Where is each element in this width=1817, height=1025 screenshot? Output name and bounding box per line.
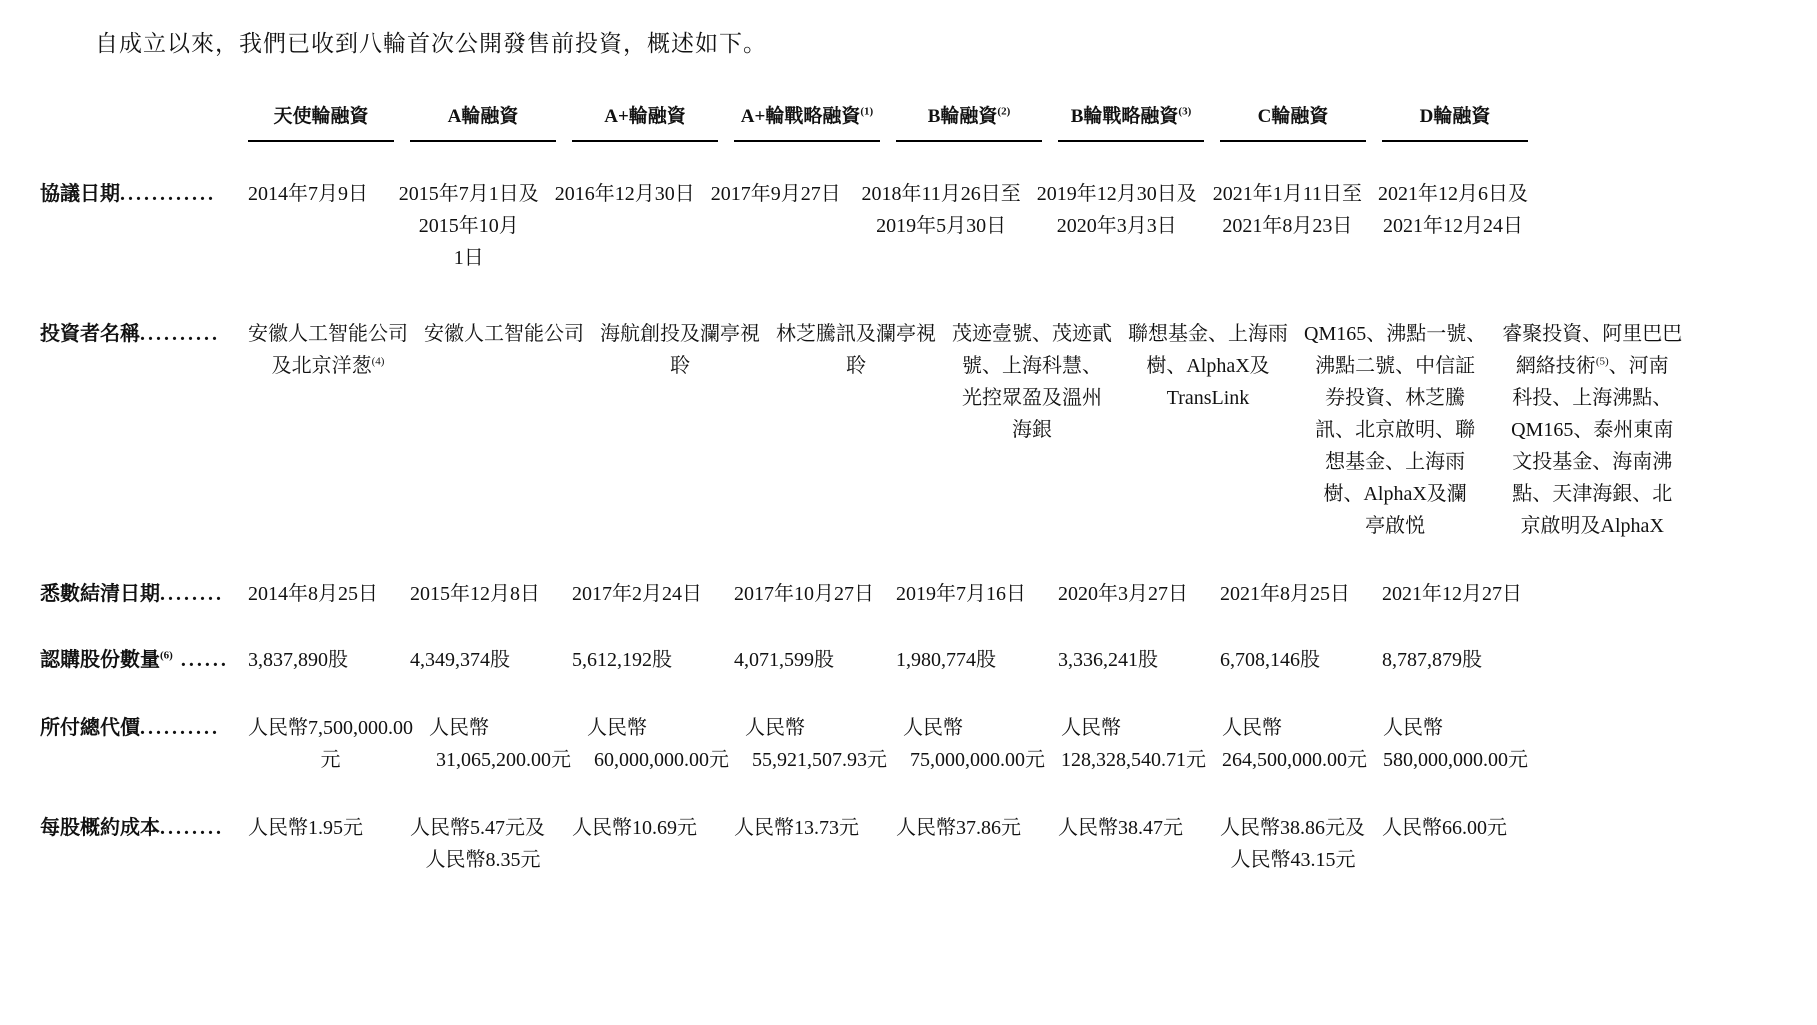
cell-line: 264,500,000.00元 (1222, 749, 1367, 771)
cell-line: 128,328,540.71元 (1061, 749, 1206, 771)
cell-agreement-series-b (861, 178, 1020, 274)
cell-line: 聯想基金、上海雨 (1128, 323, 1288, 345)
cell-agreement-series-b-strategic (1037, 178, 1197, 274)
cell-line: 2017年2月24日 (572, 583, 702, 605)
cell-line: 人民幣 (903, 717, 963, 739)
cell-investors-series-a-plus-strategic (776, 318, 936, 542)
cell-line: 3,336,241股 (1058, 649, 1158, 671)
column-header-series-b: B輪融資$^{(2)}$ (896, 106, 1042, 142)
cell-consideration-series-a-plus-strategic (745, 712, 887, 776)
cell-line: 2021年8月23日 (1222, 215, 1353, 237)
cell-line: 2015年12月8日 (410, 583, 540, 605)
table-row-investors (40, 318, 1683, 542)
cell-shares-series-a-plus (572, 644, 718, 676)
cell-line: 2014年7月9日 (248, 183, 368, 205)
column-header-series-d: D輪融資 (1382, 106, 1528, 142)
cell-line: 2015年10月 (418, 215, 519, 237)
cell-line: 人民幣38.47元 (1058, 817, 1183, 839)
cell-line: 樹、AlphaX及 (1146, 355, 1270, 377)
dot-leader: ...... (172, 649, 229, 671)
cell-line: 2019年7月16日 (896, 583, 1026, 605)
table-row-cost-per-share (40, 812, 1528, 876)
cell-consideration-series-a (429, 712, 571, 776)
cell-line: 人民幣43.15元 (1230, 849, 1356, 871)
cell-shares-series-a (410, 644, 556, 676)
cell-line: 2021年1月11日至 (1212, 183, 1362, 205)
cell-line: 人民幣13.73元 (734, 817, 859, 839)
cell-consideration-series-c (1222, 712, 1367, 776)
cell-line: 人民幣7,500,000.00 (248, 717, 413, 739)
cell-settlement-series-c (1220, 578, 1366, 610)
cell-line: 聆 (846, 355, 866, 377)
cell-line: 人民幣66.00元 (1382, 817, 1507, 839)
cell-line: 聆 (670, 355, 690, 377)
row-label-shares-subscribed (40, 644, 232, 676)
cell-shares-series-a-plus-strategic (734, 644, 880, 676)
cell-cost-series-a-plus (572, 812, 718, 876)
cell-shares-series-c (1220, 644, 1366, 676)
cell-line: 人民幣 (429, 717, 489, 739)
cell-line: 海銀 (1012, 419, 1052, 441)
cell-line: 人民幣 (1383, 717, 1443, 739)
row-label-text: 認購股份數量$^{(6)}$ (40, 649, 173, 671)
cell-investors-angel (248, 318, 408, 542)
cell-line: 60,000,000.00元 (594, 749, 729, 771)
cell-line: 茂迹壹號、茂迹貳 (952, 323, 1112, 345)
cell-line: 想基金、上海雨 (1325, 451, 1466, 473)
cell-line: 人民幣10.69元 (572, 817, 697, 839)
cell-line: 京啟明及AlphaX (1520, 515, 1664, 537)
cell-cost-angel (248, 812, 394, 876)
cell-cost-series-b-strategic (1058, 812, 1204, 876)
cell-line: 科投、上海沸點、 (1512, 387, 1673, 409)
pre-ipo-investment-table (40, 105, 1683, 876)
cell-line: 2017年9月27日 (710, 183, 841, 205)
dot-leader: .......... (140, 323, 220, 345)
row-label-text: 協議日期 (40, 183, 120, 205)
table-header-row (40, 106, 1528, 142)
cell-agreement-series-a (399, 178, 539, 274)
cell-line: QM165、沸點一號、 (1304, 323, 1487, 345)
cell-investors-series-d (1502, 318, 1682, 542)
cell-line: 亭啟悦 (1365, 515, 1426, 537)
footnote-marker: (3) (1178, 105, 1192, 118)
cell-investors-series-a (424, 318, 584, 542)
cell-line: 安徽人工智能公司 (424, 323, 584, 345)
cell-line: 2021年12月27日 (1382, 583, 1522, 605)
cell-cost-series-b (896, 812, 1042, 876)
table-row-shares-subscribed (40, 644, 1528, 676)
cell-line: 網絡技術$^{(5)}$、河南 (1515, 355, 1669, 377)
cell-line: 樹、AlphaX及瀾 (1323, 483, 1467, 505)
cell-consideration-angel (248, 712, 413, 776)
cell-line: 睿聚投資、阿里巴巴 (1502, 323, 1683, 345)
table-row-settlement-date (40, 578, 1528, 610)
cell-investors-series-a-plus (600, 318, 760, 542)
cell-line: 2021年8月25日 (1220, 583, 1350, 605)
cell-line: 2014年8月25日 (248, 583, 378, 605)
cell-consideration-series-d (1383, 712, 1528, 776)
cell-cost-series-a (410, 812, 556, 876)
cell-cost-series-d (1382, 812, 1528, 876)
cell-line: 8,787,879股 (1382, 649, 1482, 671)
cell-line: 人民幣 (587, 717, 647, 739)
row-label-text: 每股概約成本 (40, 817, 160, 839)
row-label-text: 悉數結清日期 (40, 583, 160, 605)
cell-line: 點、天津海銀、北 (1512, 483, 1673, 505)
cell-line: 2020年3月27日 (1058, 583, 1188, 605)
cell-line: 及北京洋葱$^{(4)}$ (271, 355, 385, 377)
cell-line: 光控眾盈及溫州 (962, 387, 1102, 409)
cell-line: 人民幣 (1222, 717, 1282, 739)
dot-leader: ............ (120, 183, 216, 205)
dot-leader: .......... (140, 717, 220, 739)
cell-line: 人民幣1.95元 (248, 817, 363, 839)
cell-line: 訊、北京啟明、聯 (1315, 419, 1476, 441)
cell-settlement-angel (248, 578, 394, 610)
row-label-settlement-date (40, 578, 232, 610)
cell-line: 580,000,000.00元 (1383, 749, 1528, 771)
cell-line: 人民幣38.86元及 (1220, 817, 1365, 839)
cell-line: 人民幣5.47元及 (410, 817, 545, 839)
cell-shares-angel (248, 644, 394, 676)
cell-investors-series-c (1304, 318, 1486, 542)
cell-agreement-angel (248, 178, 383, 274)
cell-line: 6,708,146股 (1220, 649, 1320, 671)
cell-shares-series-b-strategic (1058, 644, 1204, 676)
cell-line: 31,065,200.00元 (436, 749, 571, 771)
cell-line: 安徽人工智能公司 (248, 323, 408, 345)
footnote-marker: (6) (160, 649, 173, 662)
column-header-series-b-strategic: B輪戰略融資$^{(3)}$ (1058, 106, 1204, 142)
cell-shares-series-d (1382, 644, 1528, 676)
cell-line: 2018年11月26日至 (861, 183, 1021, 205)
cell-investors-series-b-strategic (1128, 318, 1288, 542)
footnote-marker: (2) (997, 105, 1011, 118)
row-label-investors (40, 318, 232, 542)
intro-paragraph: 自成立以來，我們已收到八輪首次公開發售前投資，概述如下。 (95, 31, 767, 56)
dot-leader: ........ (160, 817, 224, 839)
cell-line: 1日 (453, 247, 484, 269)
column-header-series-a: A輪融資 (410, 106, 556, 142)
cell-line: 2015年7月1日及 (398, 183, 539, 205)
cell-line: 券投資、林芝騰 (1325, 387, 1466, 409)
cell-cost-series-c (1220, 812, 1366, 876)
table-row-total-consideration (40, 712, 1528, 776)
footnote-marker: (1) (860, 105, 874, 118)
cell-agreement-series-a-plus-strategic (711, 178, 846, 274)
cell-agreement-series-c (1213, 178, 1362, 274)
column-header-series-a-plus: A+輪融資 (572, 106, 718, 142)
cell-line: 2019年5月30日 (876, 215, 1007, 237)
cell-line: 2016年12月30日 (554, 183, 695, 205)
cell-settlement-series-a-plus-strategic (734, 578, 880, 610)
row-label-agreement-date (40, 178, 232, 274)
cell-line: 文投基金、海南沸 (1512, 451, 1673, 473)
cell-line: 4,349,374股 (410, 649, 510, 671)
header-spacer (40, 106, 232, 142)
cell-agreement-series-a-plus (555, 178, 695, 274)
column-header-angel: 天使輪融資 (248, 106, 394, 142)
cell-line: 3,837,890股 (248, 649, 348, 671)
cell-line: 75,000,000.00元 (910, 749, 1045, 771)
row-label-text: 投資者名稱 (40, 323, 140, 345)
cell-line: 55,921,507.93元 (752, 749, 887, 771)
cell-cost-series-a-plus-strategic (734, 812, 880, 876)
cell-line: 號、上海科慧、 (962, 355, 1102, 377)
cell-line: 人民幣 (1061, 717, 1121, 739)
footnote-marker: (5) (1595, 355, 1609, 368)
cell-line: 2017年10月27日 (734, 583, 874, 605)
cell-consideration-series-b-strategic (1061, 712, 1206, 776)
cell-line: 2019年12月30日及 (1036, 183, 1197, 205)
cell-settlement-series-a-plus (572, 578, 718, 610)
cell-line: 海航創投及瀾亭視 (600, 323, 760, 345)
cell-line: 元 (320, 749, 341, 771)
cell-consideration-series-a-plus (587, 712, 729, 776)
cell-line: 1,980,774股 (896, 649, 996, 671)
cell-settlement-series-d (1382, 578, 1528, 610)
cell-consideration-series-b (903, 712, 1045, 776)
cell-line: TransLink (1166, 387, 1250, 409)
table-row-agreement-date (40, 178, 1528, 274)
cell-settlement-series-a (410, 578, 556, 610)
cell-settlement-series-b (896, 578, 1042, 610)
cell-agreement-series-d (1378, 178, 1528, 274)
column-header-series-a-plus-strategic: A+輪戰略融資$^{(1)}$ (734, 106, 880, 142)
cell-line: 人民幣 (745, 717, 805, 739)
cell-settlement-series-b-strategic (1058, 578, 1204, 610)
dot-leader: ........ (160, 583, 224, 605)
cell-line: 林芝騰訊及瀾亭視 (776, 323, 936, 345)
cell-line: 2020年3月3日 (1056, 215, 1177, 237)
cell-line: 5,612,192股 (572, 649, 672, 671)
cell-line: 2021年12月24日 (1383, 215, 1523, 237)
row-label-cost-per-share (40, 812, 232, 876)
cell-line: 4,071,599股 (734, 649, 834, 671)
cell-line: 人民幣37.86元 (896, 817, 1021, 839)
footnote-marker: (4) (371, 355, 385, 368)
row-label-total-consideration (40, 712, 232, 776)
cell-line: 沸點二號、中信証 (1315, 355, 1476, 377)
cell-line: 人民幣8.35元 (425, 849, 541, 871)
cell-line: QM165、泰州東南 (1511, 419, 1674, 441)
cell-investors-series-b (952, 318, 1112, 542)
row-label-text: 所付總代價 (40, 717, 140, 739)
cell-line: 2021年12月6日及 (1378, 183, 1528, 205)
cell-shares-series-b (896, 644, 1042, 676)
column-header-series-c: C輪融資 (1220, 106, 1366, 142)
